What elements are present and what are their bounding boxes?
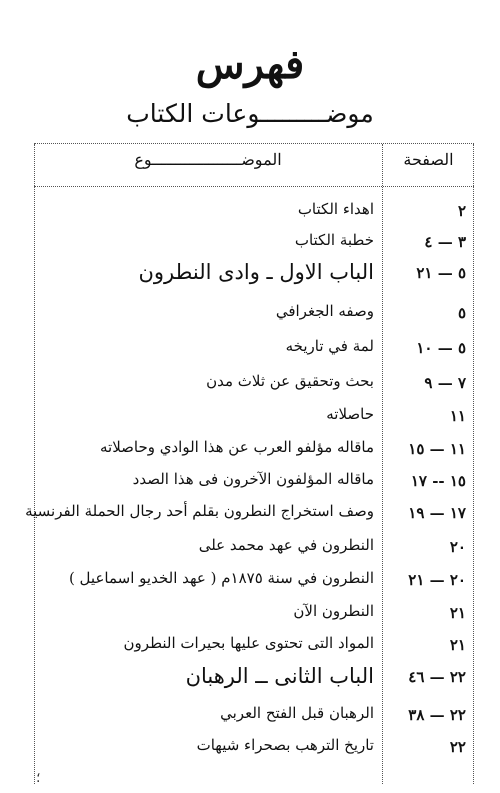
- topic-column-header: الموضـــــــــــــــــــوع: [134, 150, 282, 169]
- entry-pages: ١١ — ١٥: [408, 440, 466, 458]
- page-title: فهرس: [195, 41, 305, 88]
- entry-topic: اهداء الكتاب: [297, 200, 374, 218]
- entry-pages: ١٥ -- ١٧: [410, 472, 466, 490]
- entry-topic: خطبة الكتاب: [294, 231, 374, 249]
- entry-topic: النطرون في عهد محمد على: [198, 536, 374, 554]
- entry-pages: ٥ — ١٠: [416, 339, 466, 357]
- entry-pages: ٢٢ — ٤٦: [408, 668, 466, 686]
- entry-pages: ٧ — ٩: [424, 374, 466, 392]
- entry-topic: تاريخ الترهب بصحراء شيهات: [196, 736, 374, 754]
- entry-pages: ٢٢ — ٣٨: [408, 706, 466, 724]
- entry-pages: ٥: [457, 304, 466, 322]
- entry-topic: ماقاله مؤلفو العرب عن هذا الوادي وحاصلاته: [99, 438, 374, 456]
- table-row: [34, 700, 474, 730]
- entry-pages: ٢٠: [449, 538, 466, 556]
- footer-mark: ؛: [36, 770, 41, 786]
- entry-topic-chapter: الباب الثانى ــ الرهبان: [185, 664, 374, 688]
- entry-pages: ٢: [457, 202, 466, 220]
- table-row: [34, 333, 474, 363]
- table-row: [34, 298, 474, 328]
- entry-topic-chapter: الباب الاول ـ وادى النطرون: [138, 260, 374, 284]
- entry-pages: ٢١: [449, 636, 466, 654]
- table-row: [34, 732, 474, 762]
- entry-pages: ١٧ — ١٩: [408, 504, 466, 522]
- entry-topic: وصف استخراج النطرون بقلم أحد رجال الحملة الفرنسية: [25, 502, 374, 520]
- table-row: [34, 368, 474, 398]
- entry-pages: ٢٢: [449, 738, 466, 756]
- table-row: [34, 434, 474, 464]
- table-row: [34, 258, 474, 288]
- table-row: [34, 598, 474, 628]
- entry-topic: النطرون الآن: [293, 602, 374, 620]
- entry-topic: حاصلاته: [326, 405, 374, 423]
- table-row: [25, 498, 474, 528]
- entry-pages: ٣ — ٤: [424, 233, 466, 251]
- table-row: [34, 532, 474, 562]
- entry-pages: ١١: [449, 407, 466, 425]
- page-column-header: الصفحة: [403, 150, 454, 169]
- entry-pages: ٥ — ٢١: [416, 264, 466, 282]
- header-divider: [34, 186, 474, 187]
- table-row: [34, 196, 474, 226]
- table-row: [34, 466, 474, 496]
- table-row: [34, 227, 474, 257]
- entry-topic: الرهبان قبل الفتح العربي: [220, 704, 374, 722]
- table-row: [34, 565, 474, 595]
- entry-topic: لمة في تاريخه: [285, 337, 374, 355]
- table-row: [34, 662, 474, 692]
- table-row: [34, 401, 474, 431]
- contents-table: [25, 143, 474, 784]
- entry-topic: المواد التى تحتوى عليها بحيرات النطرون: [123, 634, 374, 652]
- entry-topic: النطرون في سنة ١٨٧٥م ( عهد الخديو اسماعيل ): [68, 569, 374, 587]
- entry-topic: ماقاله المؤلفون الآخرون فى هذا الصدد: [132, 470, 374, 488]
- entry-topic: بحث وتحقيق عن ثلاث مدن: [206, 372, 374, 390]
- entry-topic: وصفه الجغرافي: [275, 302, 374, 320]
- entry-pages: ٢٠ — ٢١: [408, 571, 466, 589]
- table-row: [34, 630, 474, 660]
- entry-pages: ٢١: [449, 604, 466, 622]
- page-subtitle: موضـــــــــوعات الكتاب: [126, 99, 374, 128]
